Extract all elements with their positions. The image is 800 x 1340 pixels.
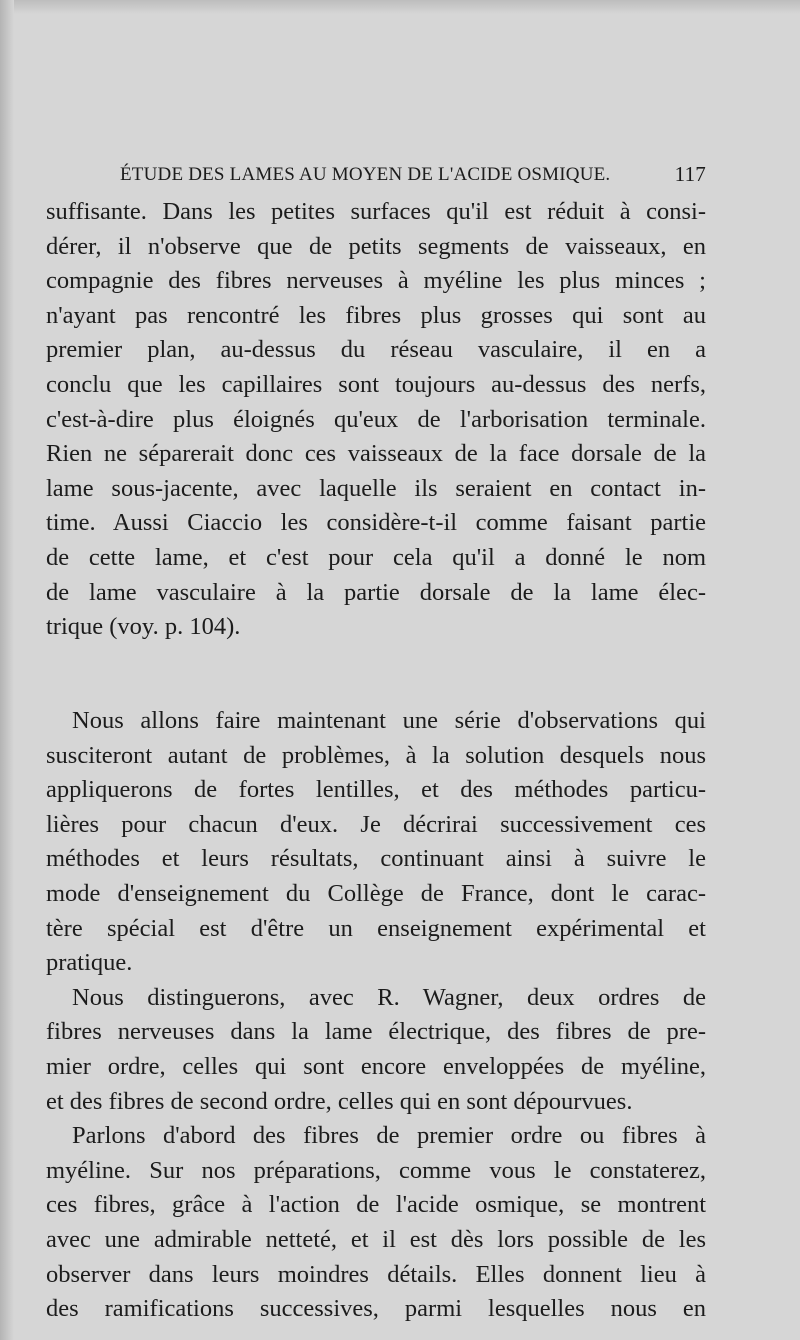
- text-line: de lame vasculaire à la partie dorsale de la lame élec-: [46, 578, 706, 606]
- text-line: ces fibres, grâce à l'action de l'acide osmique, se montrent: [46, 1191, 706, 1219]
- text-line: myéline. Sur nos préparations, comme vous le constaterez,: [46, 1156, 706, 1184]
- text-line: premier plan, au-dessus du réseau vasculaire, il en a: [46, 336, 706, 364]
- text-line: compagnie des fibres nerveuses à myéline les plus minces ;: [46, 267, 706, 295]
- text-line: mier ordre, celles qui sont encore enveloppées de myéline,: [46, 1052, 706, 1080]
- text-line: dérer, il n'observe que de petits segments de vaisseaux, en: [46, 232, 706, 260]
- running-header: [120, 160, 706, 190]
- text-line: de cette lame, et c'est pour cela qu'il a donné le nom: [46, 543, 706, 571]
- text-line: méthodes et leurs résultats, continuant ainsi à suivre le: [46, 845, 706, 873]
- page-gutter-shadow: [0, 0, 14, 1340]
- text-line: lame sous-jacente, avec laquelle ils seraient en contact in-: [46, 474, 706, 502]
- running-title: ÉTUDE DES LAMES AU MOYEN DE L'ACIDE OSMIQUE.: [120, 164, 611, 185]
- text-line: des ramifications successives, parmi lesquelles nous en: [46, 1295, 706, 1323]
- text-line: observer dans leurs moindres détails. Elles donnent lieu à: [46, 1260, 706, 1288]
- page-number: 117: [674, 162, 706, 186]
- text-line: tère spécial est d'être un enseignement expérimental et: [46, 914, 706, 942]
- text-line: appliquerons de fortes lentilles, et des méthodes particu-: [46, 776, 706, 804]
- text-line: fibres nerveuses dans la lame électrique, des fibres de pre-: [46, 1018, 706, 1046]
- text-block-bottom: [46, 704, 706, 1327]
- text-line: trique (voy. p. 104).: [46, 613, 241, 641]
- text-line: avec une admirable netteté, et il est dès lors possible de les: [46, 1225, 706, 1253]
- text-line: et des fibres de second ordre, celles qui en sont dépourvues.: [46, 1087, 633, 1115]
- text-line: susciteront autant de problèmes, à la solution desquels nous: [46, 741, 706, 769]
- text-line: Rien ne séparerait donc ces vaisseaux de la face dorsale de la: [46, 440, 706, 468]
- text-line: lières pour chacun d'eux. Je décrirai successivement ces: [46, 810, 706, 838]
- text-line: Parlons d'abord des fibres de premier ordre ou fibres à: [72, 1122, 706, 1150]
- page-top-edge: [0, 0, 800, 14]
- text-line: conclu que les capillaires sont toujours au-dessus des nerfs,: [46, 370, 706, 398]
- text-block-top: [46, 195, 706, 645]
- text-line: Nous allons faire maintenant une série d'observations qui: [72, 707, 706, 734]
- text-line: mode d'enseignement du Collège de France, dont le carac-: [46, 879, 706, 907]
- text-line: Nous distinguerons, avec R. Wagner, deux ordres de: [72, 983, 706, 1011]
- text-line: pratique.: [46, 949, 133, 977]
- text-line: suffisante. Dans les petites surfaces qu'il est réduit à consi-: [46, 198, 706, 225]
- text-line: c'est-à-dire plus éloignés qu'eux de l'arborisation terminale.: [46, 405, 706, 433]
- text-line: time. Aussi Ciaccio les considère-t-il comme faisant partie: [46, 509, 706, 537]
- text-line: n'ayant pas rencontré les fibres plus grosses qui sont au: [46, 301, 706, 329]
